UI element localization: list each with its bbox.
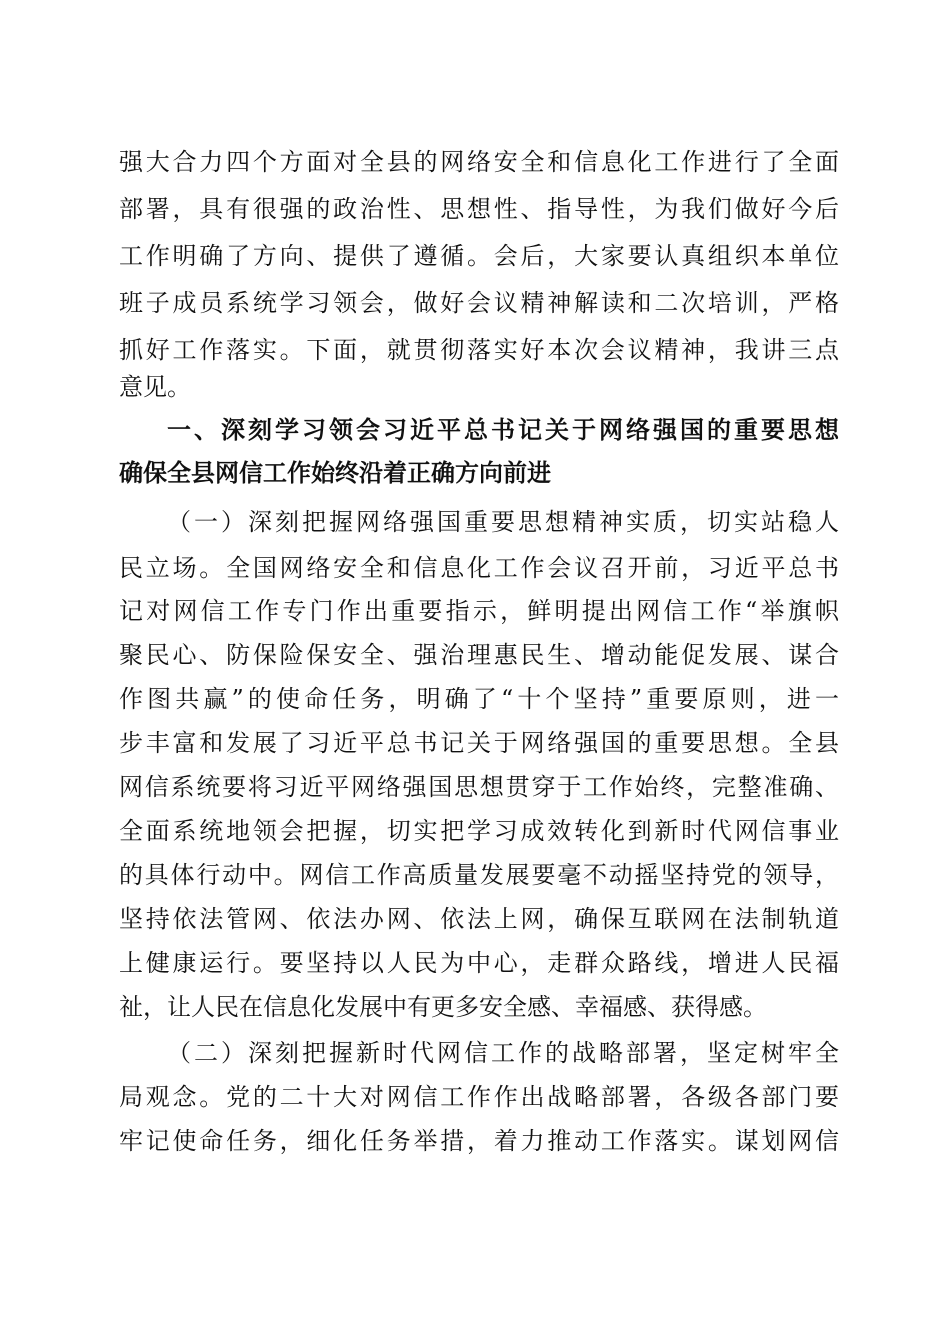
paragraph-line: 坚持依法管网、依法办网、依法上网，确保互联网在法制轨道 xyxy=(119,905,839,933)
paragraph-line: 上健康运行。要坚持以人民为中心，走群众路线，增进人民福 xyxy=(119,949,839,977)
paragraph-line: 工作明确了方向、提供了遵循。会后，大家要认真组织本单位 xyxy=(119,242,839,270)
section-heading: 一、深刻学习领会习近平总书记关于网络强国的重要思想 xyxy=(167,416,839,444)
paragraph-line: 步丰富和发展了习近平总书记关于网络强国的重要思想。全县 xyxy=(119,729,839,757)
paragraph-line: 部署，具有很强的政治性、思想性、指导性，为我们做好今后 xyxy=(119,195,839,223)
paragraph-line: 祉，让人民在信息化发展中有更多安全感、幸福感、获得感。 xyxy=(119,993,767,1021)
paragraph-line: 作图共赢”的使命任务，明确了“十个坚持”重要原则，进一 xyxy=(119,685,839,713)
paragraph-line: 的具体行动中。网信工作高质量发展要毫不动摇坚持党的领导， xyxy=(119,861,839,889)
paragraph-line: 强大合力四个方面对全县的网络安全和信息化工作进行了全面 xyxy=(119,148,839,176)
section-heading: 确保全县网信工作始终沿着正确方向前进 xyxy=(119,459,551,487)
paragraph-line: 聚民心、防保险保安全、强治理惠民生、增动能促发展、谋合 xyxy=(119,641,839,669)
paragraph-line: 记对网信工作专门作出重要指示，鲜明提出网信工作“举旗帜 xyxy=(119,597,839,625)
paragraph-line: 意见。 xyxy=(119,373,191,401)
subsection-heading-line: （一）深刻把握网络强国重要思想精神实质，切实站稳人 xyxy=(167,508,839,536)
paragraph-line: 网信系统要将习近平网络强国思想贯穿于工作始终，完整准确、 xyxy=(119,773,839,801)
paragraph-line: 抓好工作落实。下面，就贯彻落实好本次会议精神，我讲三点 xyxy=(119,336,839,364)
paragraph-line: 局观念。党的二十大对网信工作作出战略部署，各级各部门要 xyxy=(119,1083,839,1111)
subsection-heading-line: （二）深刻把握新时代网信工作的战略部署，坚定树牢全 xyxy=(167,1039,839,1067)
paragraph-line: 班子成员系统学习领会，做好会议精神解读和二次培训，严格 xyxy=(119,289,839,317)
paragraph-line: 牢记使命任务，细化任务举措，着力推动工作落实。谋划网信 xyxy=(119,1127,839,1155)
paragraph-line: 民立场。全国网络安全和信息化工作会议召开前，习近平总书 xyxy=(119,554,839,582)
paragraph-line: 全面系统地领会把握，切实把学习成效转化到新时代网信事业 xyxy=(119,817,839,845)
